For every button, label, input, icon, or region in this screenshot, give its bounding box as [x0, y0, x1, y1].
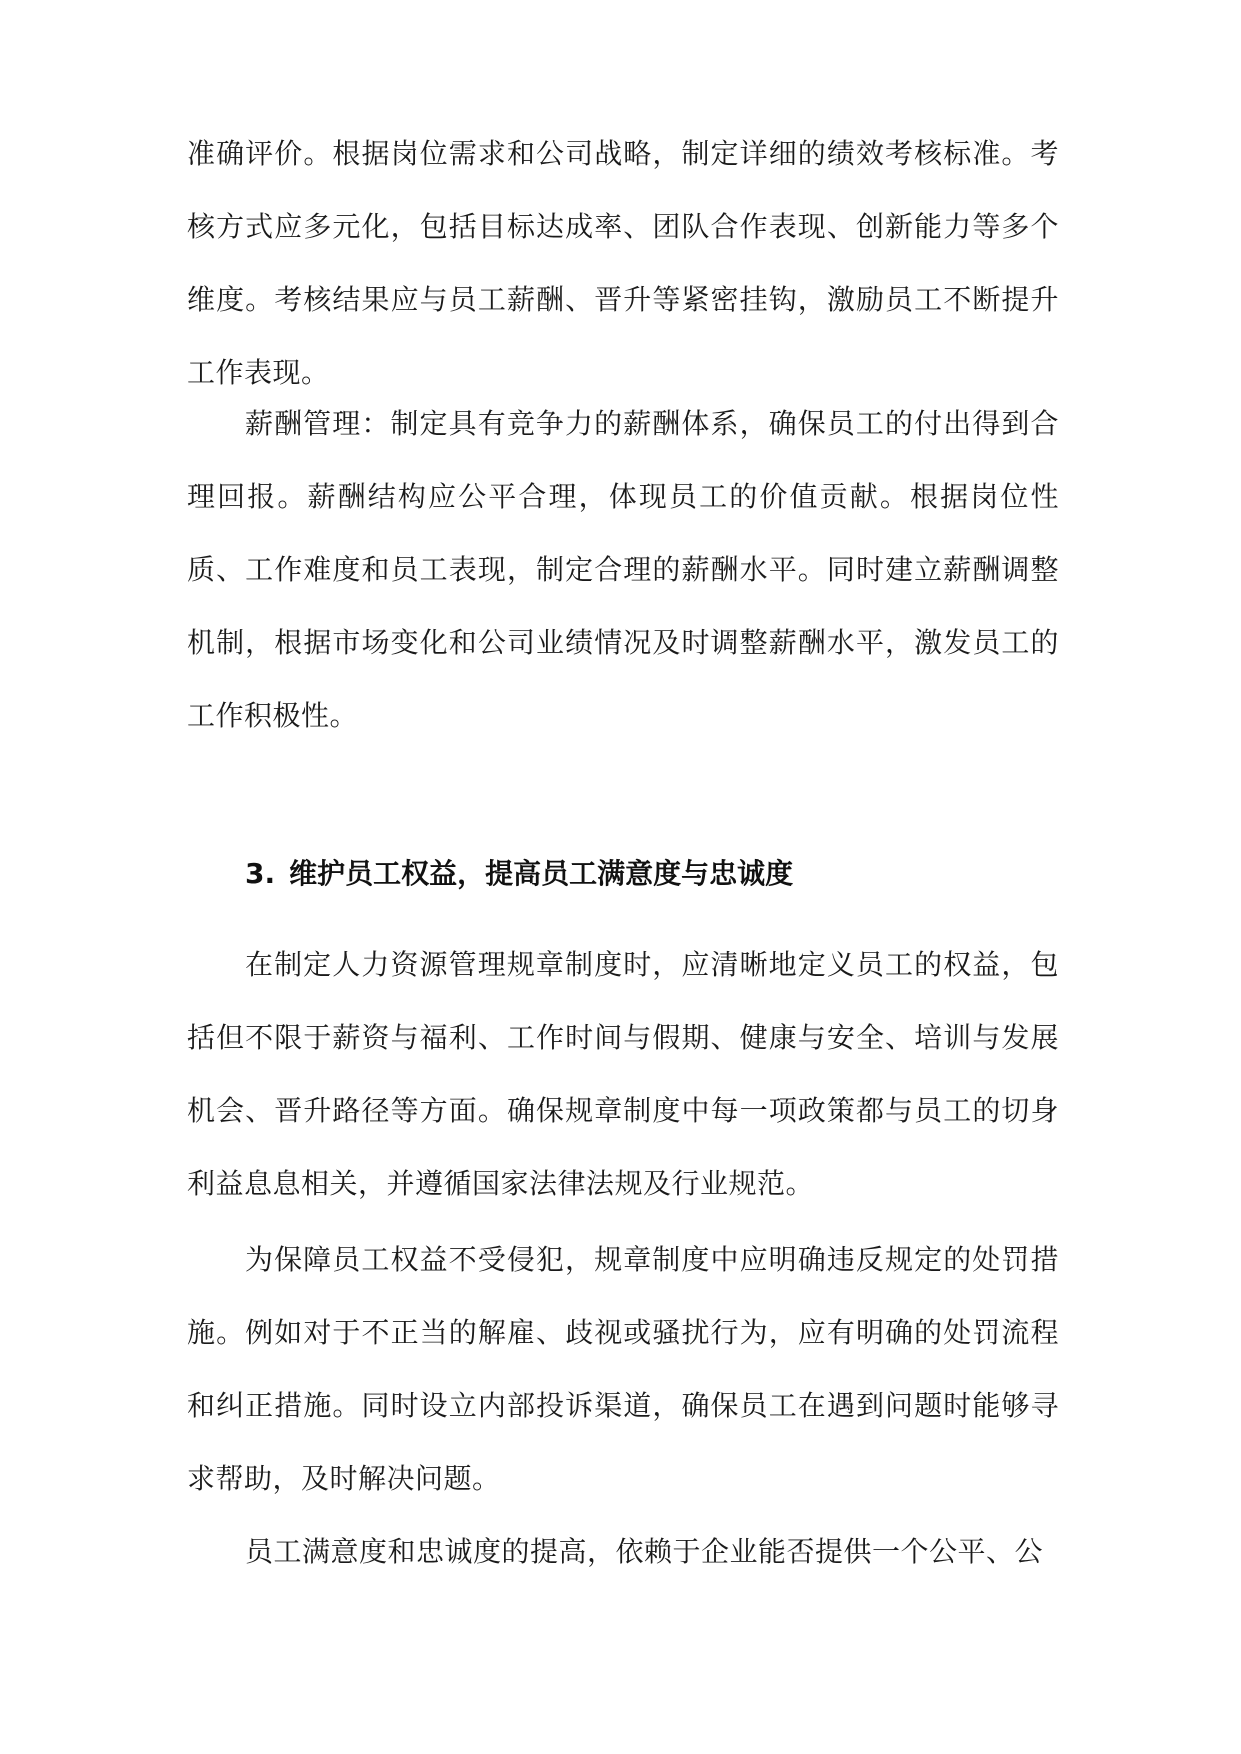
paragraph-rights-protection: 为保障员工权益不受侵犯，规章制度中应明确违反规定的处罚措施。例如对于不正当的解雇、歧视或骚扰行为，应有明确的处罚流程和纠正措施。同时设立内部投诉渠道，确保员工在遇到问题时能够寻求帮助，及时解决问题。: [187, 1243, 1059, 1495]
paragraph-satisfaction-loyalty: 员工满意度和忠诚度的提高，依赖于企业能否提供一个公平、公: [245, 1535, 1044, 1568]
section-title: 维护员工权益，提高员工满意度与忠诚度: [289, 857, 794, 890]
paragraph-compensation-management: 薪酬管理：制定具有竞争力的薪酬体系，确保员工的付出得到合理回报。薪酬结构应公平合理，体现员工的价值贡献。根据岗位性质、工作难度和员工表现，制定合理的薪酬水平。同时建立薪酬调整机制，根据市场变化和公司业绩情况及时调整薪酬水平，激发员工的工作积极性。: [187, 407, 1059, 732]
section-heading: [245, 854, 1045, 894]
section-number: 3.: [245, 857, 276, 890]
paragraph-employee-rights-definition: 在制定人力资源管理规章制度时，应清晰地定义员工的权益，包括但不限于薪资与福利、工作时间与假期、健康与安全、培训与发展机会、晋升路径等方面。确保规章制度中每一项政策都与员工的切身利益息息相关，并遵循国家法律法规及行业规范。: [187, 948, 1059, 1200]
paragraph-performance-evaluation: 准确评价。根据岗位需求和公司战略，制定详细的绩效考核标准。考核方式应多元化，包括目标达成率、团队合作表现、创新能力等多个维度。考核结果应与员工薪酬、晋升等紧密挂钩，激励员工不断提升工作表现。: [187, 137, 1059, 389]
